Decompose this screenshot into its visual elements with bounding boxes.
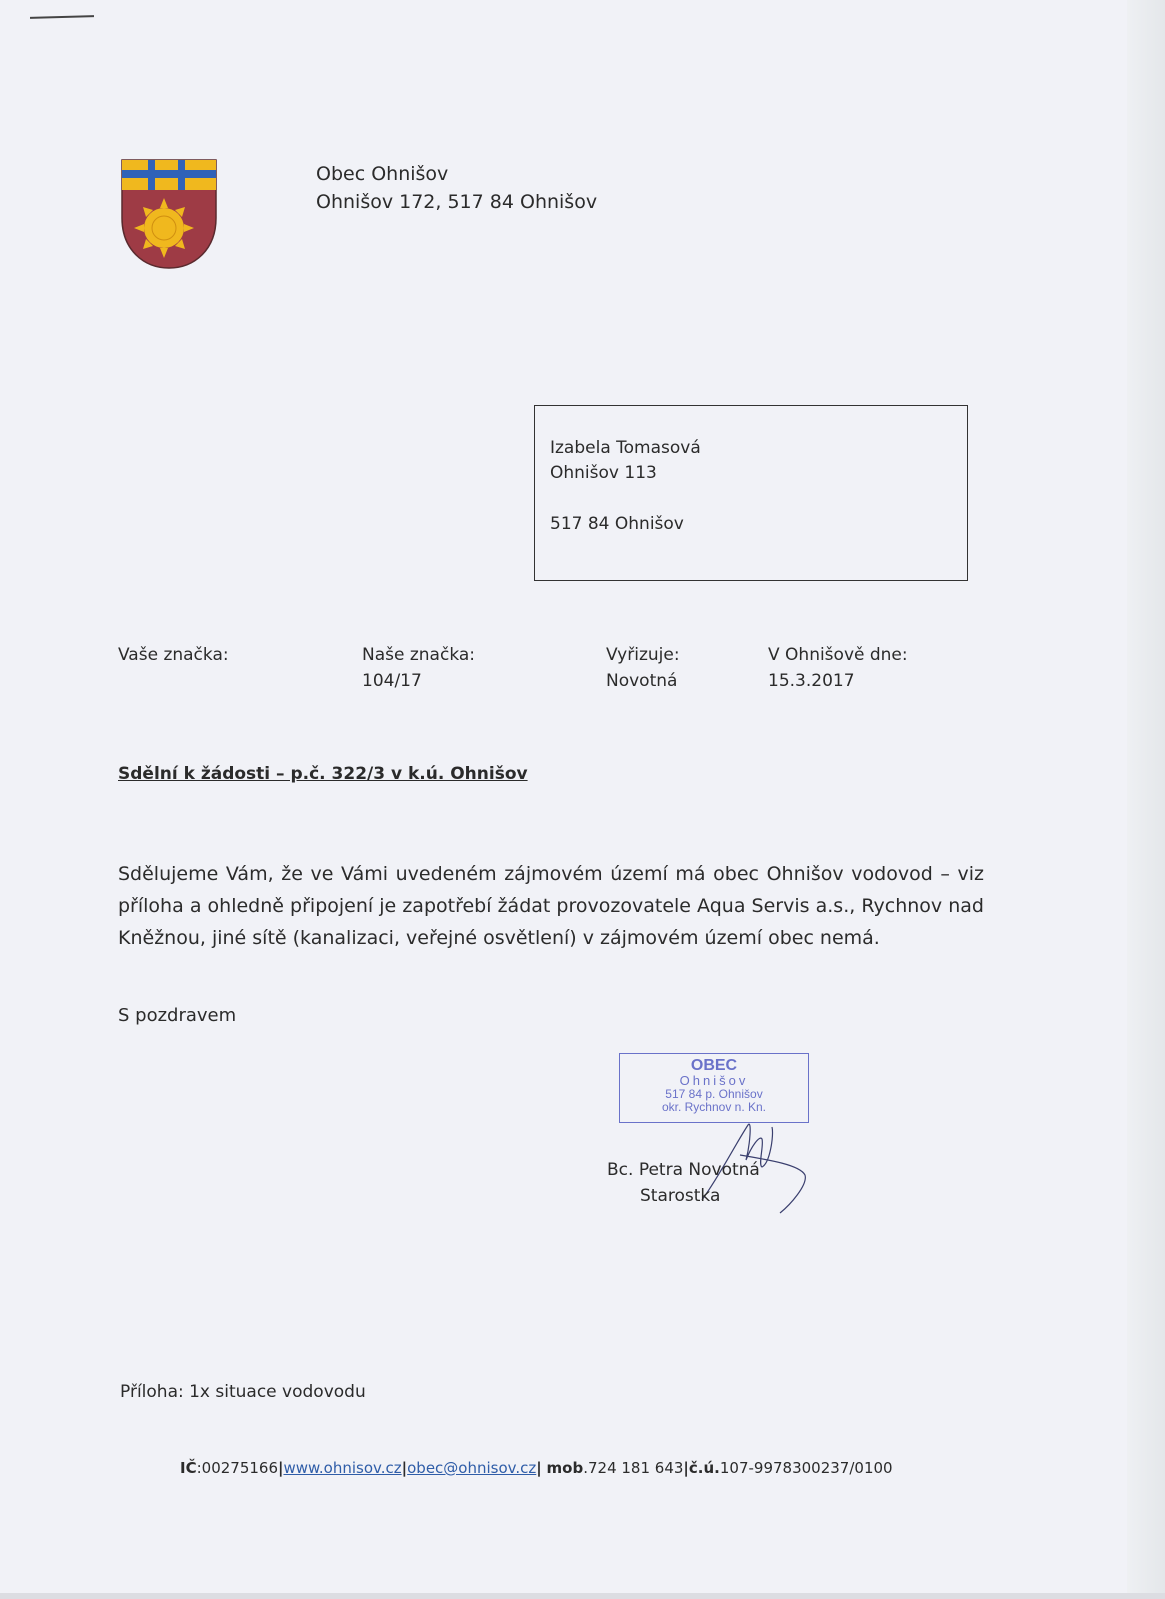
handled-value: Novotná bbox=[606, 671, 678, 691]
footer-account-label: č.ú. bbox=[688, 1459, 720, 1477]
date-label: V Ohnišově dne: bbox=[768, 645, 908, 665]
footer-web-link[interactable]: www.ohnisov.cz bbox=[283, 1459, 402, 1477]
footer bbox=[180, 1459, 893, 1477]
handled-by bbox=[606, 642, 680, 694]
footer-mob-value: .724 181 643 bbox=[583, 1459, 684, 1477]
municipality-address: Ohnišov 172, 517 84 Ohnišov bbox=[316, 191, 598, 213]
stamp-line-1: OBEC bbox=[690, 1057, 738, 1074]
stamp-line-4: okr. Rychnov n. Kn. bbox=[661, 1100, 767, 1114]
coat-of-arms-icon bbox=[120, 158, 218, 270]
recipient-address-box bbox=[534, 405, 968, 581]
greeting: S pozdravem bbox=[118, 1005, 237, 1026]
recipient-city: 517 84 Ohnišov bbox=[550, 514, 684, 534]
your-ref-label: Vaše značka: bbox=[118, 645, 229, 665]
our-ref-label: Naše značka: bbox=[362, 645, 476, 665]
letterhead bbox=[316, 160, 597, 216]
page-bottom-edge bbox=[0, 1593, 1165, 1599]
our-ref-value: 104/17 bbox=[362, 671, 422, 691]
footer-ic-label: IČ bbox=[180, 1459, 197, 1477]
recipient-name: Izabela Tomasová bbox=[550, 438, 701, 458]
letter-date bbox=[768, 642, 908, 694]
letter-body: Sdělujeme Vám, že ve Vámi uvedeném zájmovém území má obec Ohnišov vodovod – viz příloha a ohledně připojení je zapotřebí žádat provozovatele Aqua Servis a.s., Rychnov nad Kněžnou, jiné sítě (kanalizaci, veřejné osvětlení) v zájmovém území obec nemá. bbox=[118, 863, 984, 949]
footer-email-link[interactable]: obec@ohnisov.cz bbox=[407, 1459, 537, 1477]
letter-subject: Sdělní k žádosti – p.č. 322/3 v k.ú. Ohnišov bbox=[118, 764, 528, 784]
signatory-title: Starostka bbox=[640, 1186, 721, 1206]
page-edge bbox=[1127, 0, 1165, 1599]
footer-account-value: 107-9978300237/0100 bbox=[719, 1459, 893, 1477]
footer-separator: | bbox=[278, 1459, 284, 1477]
signatory-name: Bc. Petra Novotná bbox=[607, 1160, 760, 1180]
attachment-note: Příloha: 1x situace vodovodu bbox=[120, 1382, 366, 1402]
footer-separator: | bbox=[401, 1459, 408, 1477]
stamp-line-3: 517 84 p. Ohnišov bbox=[665, 1087, 763, 1101]
recipient-street: Ohnišov 113 bbox=[550, 463, 657, 483]
scan-mark bbox=[30, 15, 94, 19]
your-reference bbox=[118, 642, 229, 668]
footer-separator: | bbox=[683, 1459, 689, 1477]
footer-ic-value: :00275166 bbox=[196, 1459, 278, 1477]
stamp-line-2: Ohnišov bbox=[679, 1073, 749, 1088]
footer-mob-label: mob bbox=[546, 1459, 584, 1477]
our-reference bbox=[362, 642, 475, 694]
date-value: 15.3.2017 bbox=[768, 671, 855, 691]
municipality-name: Obec Ohnišov bbox=[316, 163, 449, 185]
handled-label: Vyřizuje: bbox=[606, 645, 680, 665]
footer-separator: | bbox=[536, 1459, 542, 1477]
